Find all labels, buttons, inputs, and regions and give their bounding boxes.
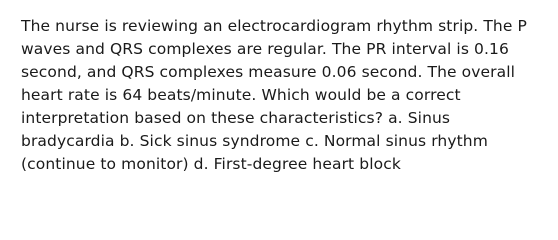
question-text: The nurse is reviewing an electrocardiogram rhythm strip. The P waves and QRS complexes are regular. The PR interval is 0.16 second, and QRS complexes measure 0.06 second. The overall heart rate is 64 beats/minute. Which would be a correct interpretation based on these characteristics? a. Sinus bradycardia b. Sick sinus syndrome c. Normal sinus rhythm (continue to monitor) d. First-degree heart block xyxy=(21,17,527,173)
